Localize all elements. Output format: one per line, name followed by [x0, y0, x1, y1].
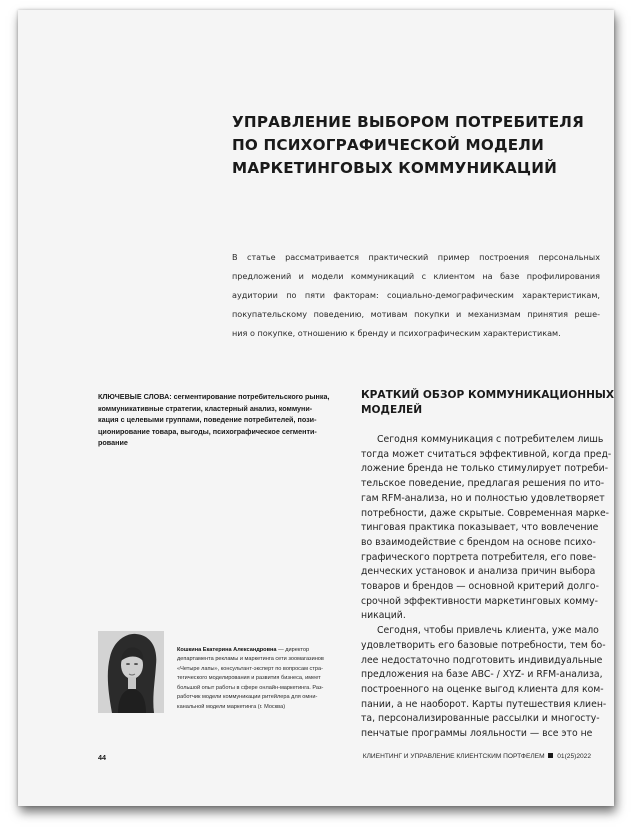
journal-name: КЛИЕНТИНГ И УПРАВЛЕНИЕ КЛИЕНТСКИМ ПОРТФЕЛЕМ	[362, 753, 545, 760]
author-bio-line: тегического моделирования и развития бизнеса, имеет	[177, 675, 321, 682]
body-line: пании, а не наоборот. Карты путешествия клиен-	[361, 698, 607, 710]
author-role-start: — директор	[276, 647, 310, 653]
body-line: графического портрета потребителя, его пове-	[361, 551, 597, 563]
author-bio	[177, 646, 347, 712]
body-line: никаций.	[361, 610, 406, 622]
article-body	[361, 433, 612, 742]
running-footer	[363, 753, 591, 760]
keywords-line: рование	[98, 438, 128, 448]
issue-number: 01(25)2022	[557, 753, 591, 760]
body-line: пенчатые программы лояльности — все это не	[361, 728, 593, 740]
keywords-line: коммуникативные стратегии, кластерный анализ, коммуни-	[98, 403, 313, 413]
body-line: построенного на оценке выгод клиента для ком-	[361, 683, 604, 695]
author-bio-line: канальной модели маркетинга (г. Москва)	[177, 703, 286, 710]
author-bio-line: департамента рекламы и маркетинга сети зоомагазинов	[177, 656, 324, 663]
keywords-line: ционирование товара, выгоды, психографическое сегменти-	[98, 426, 317, 436]
author-name: Кошкина Екатерина Александровна	[177, 647, 277, 653]
body-line: та, персонализированные рассылки и многосту-	[361, 713, 600, 725]
square-bullet-icon	[548, 753, 553, 758]
article-title-line: УПРАВЛЕНИЕ ВЫБОРОМ ПОТРЕБИТЕЛЯ	[232, 113, 585, 131]
body-line: лее недостаточно подготовить индивидуальные	[361, 654, 603, 666]
author-bio-line: работчик модели коммуникации ритейлера для омни-	[177, 694, 318, 701]
article-title-line: ПО ПСИХОГРАФИЧЕСКОЙ МОДЕЛИ	[232, 136, 544, 154]
section-heading-line: КРАТКИЙ ОБЗОР КОММУНИКАЦИОННЫХ	[361, 389, 615, 401]
body-line: гам RFM-анализа, но и полностью удовлетворяет	[361, 492, 605, 504]
body-line: потребности, даже скрытые. Современная марке-	[361, 507, 610, 519]
keywords-line: кация с целевыми группами, поведение потребителей, пози-	[98, 415, 317, 425]
body-line: срочной эффективности маркетинговых комму-	[361, 595, 599, 607]
section-heading-line: МОДЕЛЕЙ	[361, 404, 423, 416]
body-line: Сегодня, чтобы привлечь клиента, уже мало	[377, 625, 599, 637]
abstract-line: аудитории по пяти факторам: социально-демографическим характеристикам,	[232, 289, 600, 300]
abstract-line: В статье рассматривается практический пример построения персональных	[232, 252, 600, 262]
author-photo	[98, 631, 164, 713]
body-line: тельское поведение, предлагая решения по ито-	[361, 478, 605, 490]
article-abstract	[232, 248, 600, 343]
article-title-line: МАРКЕТИНГОВЫХ КОММУНИКАЦИЙ	[232, 159, 558, 177]
author-bio-line: большой опыт работы в сфере онлайн-маркетинга. Раз-	[177, 684, 324, 691]
body-line: ложение бренда не только стимулирует потреби-	[361, 463, 609, 475]
abstract-line: предложений и модели коммуникаций с клиентом на базе профилирования	[232, 270, 600, 281]
author-bio-first-line	[177, 646, 347, 655]
magazine-page	[18, 10, 614, 806]
article-title	[232, 111, 612, 180]
keywords-line: КЛЮЧЕВЫЕ СЛОВА: сегментирование потребительского рынка,	[98, 392, 330, 401]
body-line: тинговая практика показывает, что вовлечение	[361, 522, 599, 534]
body-line: предложения на базе ABC- / XYZ- и RFM-анализа,	[361, 669, 603, 681]
abstract-line: ния о покупке, отношению к бренду и психографическим характеристикам.	[232, 327, 561, 338]
keywords-block	[98, 391, 348, 449]
section-heading	[361, 388, 615, 418]
page-number: 44	[98, 753, 106, 762]
body-line: денческих установок и анализа причин выбора	[361, 566, 596, 578]
body-line: удовлетворить его базовые потребности, тем бо-	[361, 639, 606, 651]
body-line: во взаимодействие с брендом на основе психо-	[361, 536, 596, 548]
body-line: товаров и брендов — основной критерий долго-	[361, 581, 599, 593]
author-bio-line: «Четыре лапы», консультант-эксперт по вопросам стра-	[177, 665, 323, 672]
abstract-line: покупательскому поведению, мотивам покупки и механизмам принятия реше-	[232, 308, 600, 319]
body-line: тогда может считаться эффективной, когда пред-	[361, 448, 612, 460]
body-line: Сегодня коммуникация с потребителем лишь	[377, 434, 604, 445]
